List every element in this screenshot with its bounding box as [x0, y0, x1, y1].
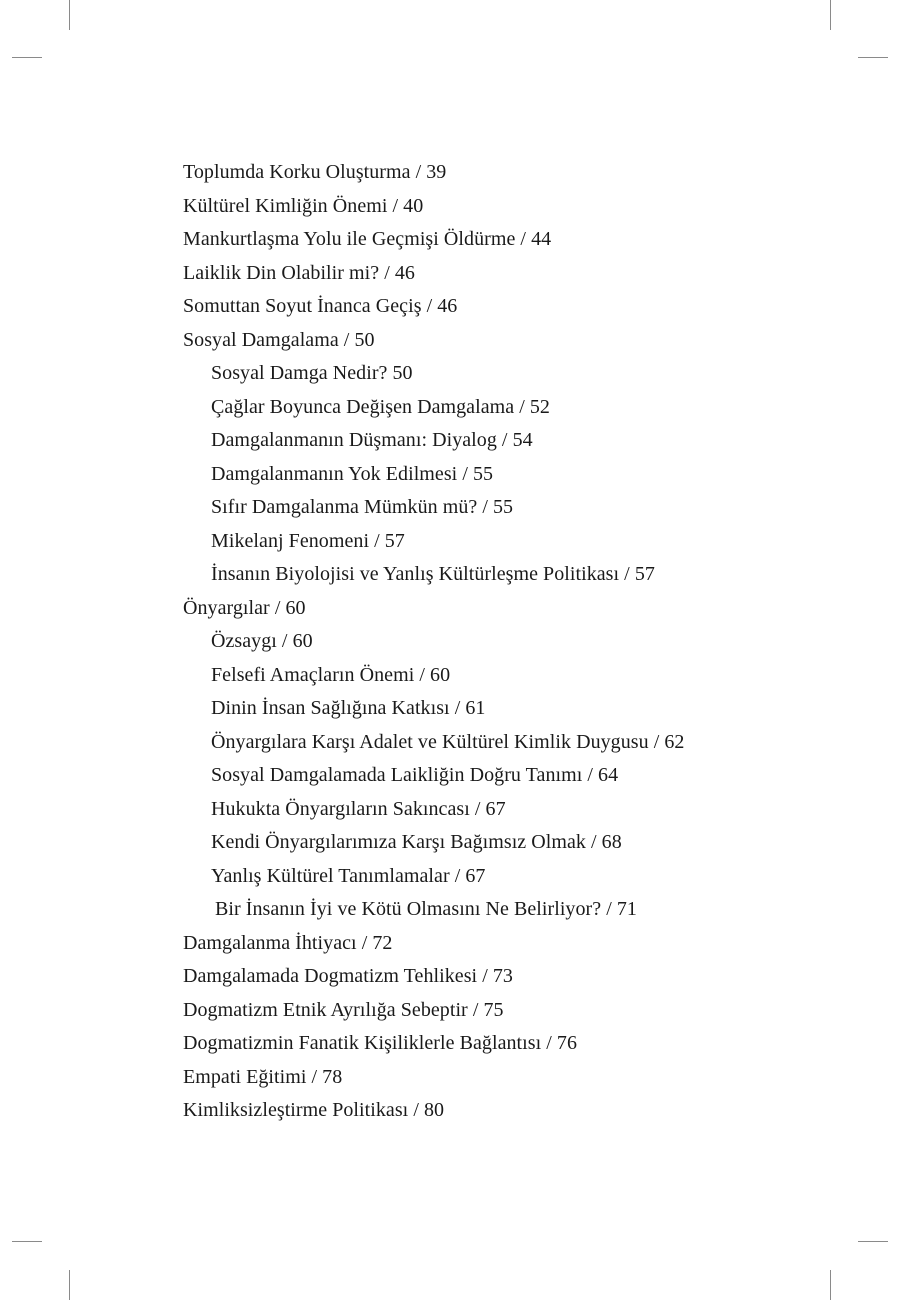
crop-mark-top-left-horizontal: [12, 57, 42, 58]
toc-entry: Kültürel Kimliğin Önemi / 40: [183, 194, 424, 217]
crop-mark-bottom-right-vertical: [830, 1270, 831, 1300]
toc-subentry: Bir İnsanın İyi ve Kötü Olmasını Ne Belirliyor? / 71: [215, 898, 637, 920]
crop-mark-bottom-right-horizontal: [858, 1241, 888, 1242]
toc-subentry: Yanlış Kültürel Tanımlamalar / 67: [211, 864, 486, 887]
toc-subentry: Sosyal Damga Nedir? 50: [211, 362, 413, 384]
toc-subentry: Mikelanj Fenomeni / 57: [211, 529, 405, 552]
toc-subentry: Özsaygı / 60: [211, 630, 313, 652]
toc-subentry: Sosyal Damgalamada Laikliğin Doğru Tanımı / 64: [211, 764, 619, 786]
table-of-contents: [183, 156, 823, 1128]
toc-entry: Damgalanma İhtiyacı / 72: [183, 931, 393, 954]
toc-subentry: Önyargılara Karşı Adalet ve Kültürel Kimlik Duygusu / 62: [211, 730, 685, 753]
toc-subentry: Dinin İnsan Sağlığına Katkısı / 61: [211, 697, 486, 719]
crop-mark-top-right-vertical: [830, 0, 831, 30]
toc-subentry: Felsefi Amaçların Önemi / 60: [211, 663, 451, 686]
toc-entry: Önyargılar / 60: [183, 596, 306, 619]
toc-subentry: Çağlar Boyunca Değişen Damgalama / 52: [211, 395, 550, 418]
crop-mark-top-right-horizontal: [858, 57, 888, 58]
toc-subentry: Sıfır Damgalanma Mümkün mü? / 55: [211, 496, 514, 518]
crop-mark-bottom-left-vertical: [69, 1270, 70, 1300]
crop-mark-bottom-left-horizontal: [12, 1241, 42, 1242]
toc-entry: Kimliksizleştirme Politikası / 80: [183, 1099, 445, 1121]
toc-entry: Dogmatizmin Fanatik Kişiliklerle Bağlantısı / 76: [183, 1032, 578, 1054]
crop-mark-top-left-vertical: [69, 0, 70, 30]
toc-entry: Mankurtlaşma Yolu ile Geçmişi Öldürme / 44: [183, 228, 552, 250]
toc-entry: Laiklik Din Olabilir mi? / 46: [183, 261, 415, 284]
toc-entry: Toplumda Korku Oluşturma / 39: [183, 161, 447, 183]
toc-subentry: Kendi Önyargılarımıza Karşı Bağımsız Olmak / 68: [211, 831, 622, 853]
toc-subentry: Damgalanmanın Yok Edilmesi / 55: [211, 462, 494, 485]
toc-entry: Empati Eğitimi / 78: [183, 1065, 343, 1088]
toc-entry: Sosyal Damgalama / 50: [183, 328, 375, 351]
toc-subentry: Hukukta Önyargıların Sakıncası / 67: [211, 797, 506, 820]
toc-entry: Somuttan Soyut İnanca Geçiş / 46: [183, 295, 458, 317]
toc-subentry: İnsanın Biyolojisi ve Yanlış Kültürleşme Politikası / 57: [211, 563, 655, 585]
toc-entry: Damgalamada Dogmatizm Tehlikesi / 73: [183, 965, 513, 987]
toc-entry: Dogmatizm Etnik Ayrılığa Sebeptir / 75: [183, 998, 504, 1021]
toc-subentry: Damgalanmanın Düşmanı: Diyalog / 54: [211, 429, 533, 451]
